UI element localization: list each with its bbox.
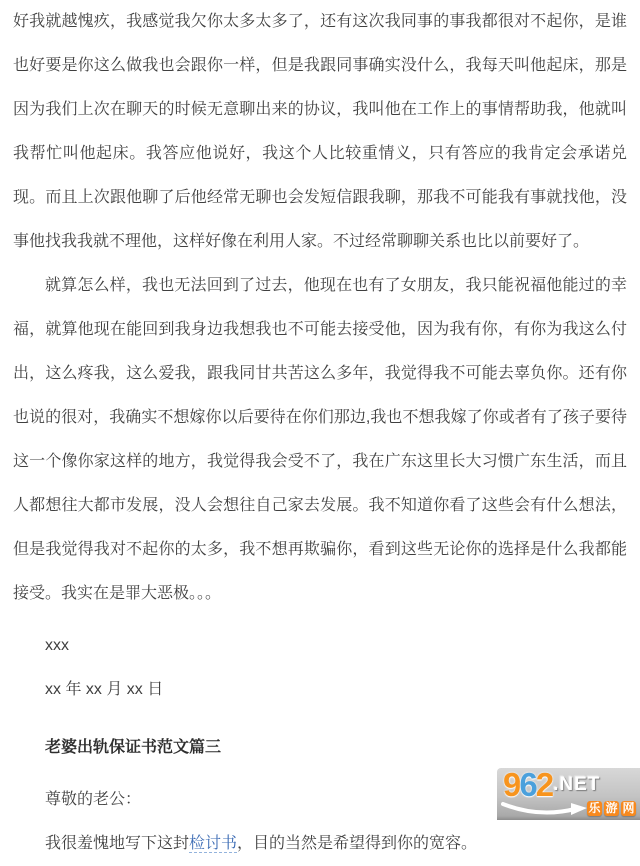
paragraph-continuation: 好我就越愧疚，我感觉我欠你太多太多了，还有这次我同事的事我都很对不起你，是谁也好要是你这么做我也会跟你一样，但是我跟同事确实没什么，我每天叫他起床，那是因为我们上次在聊天的时候无意聊出来的协议，我叫他在工作上的事情帮助我，他就叫我帮忙叫他起床。我答应他说好，我这个人比较重情义，只有答应的我肯定会承诺兑现。而且上次跟他聊了后他经常无聊也会发短信跟我聊，那我不可能我有事就找他，没事他找我我就不理他，这样好像在利用人家。不过经常聊聊关系也比以前要好了。 [13,13,627,250]
leyouwang-sitename [587,801,636,816]
closing-text-before: 我很羞愧地写下这封 [45,835,190,852]
closing-paragraph [13,822,627,866]
sitename-char-le: 乐 [588,801,601,815]
paragraph-2: 就算怎么样，我也无法回到了过去，他现在也有了女朋友，我只能祝福他能过的幸福，就算他现在能回到我身边我想我也不可能去接受他，因为我有你，有你为我这么付出，这么疼我，这么爱我，跟我同甘共苦这么多年，我觉得我不可能去辜负你。还有你也说的很对，我确实不想嫁你以后要待在你们那边,我也不想我嫁了你或者有了孩子要待这一个像你家这样的地方，我觉得我会受不了，我在广东这里长大习惯广东生活，而且人都想往大都市发展，没人会想往自己家去发展。我不知道你看了这些会有什么想法，但是我觉得我对不起你的太多，我不想再欺骗你，看到这些无论你的选择是什么我都能接受。我实在是罪大恶极。。。 [13,277,627,602]
digit-6: 6 [519,768,536,803]
962net-watermark [497,768,640,820]
digit-2: 2 [535,768,553,803]
closing-text-after: ，目的当然是希望得到你的宽容。 [237,835,478,852]
section-heading: 老婆出轨保证书范文篇三 [45,739,222,756]
962-digits [503,768,552,804]
signature-date: xx 年 xx 月 xx 日 [45,681,164,698]
sitename-char-wang: 网 [622,801,635,815]
swoosh-arrow-icon [501,801,589,817]
digit-9: 9 [503,768,520,803]
jiantaoshu-link[interactable]: 检讨书 [189,835,238,852]
salutation: 尊敬的老公： [45,791,142,808]
962net-logo [503,768,600,804]
sitename-char-you: 游 [605,801,618,815]
net-tld-label: .NET [553,774,601,795]
signature-name: xxx [45,637,69,654]
